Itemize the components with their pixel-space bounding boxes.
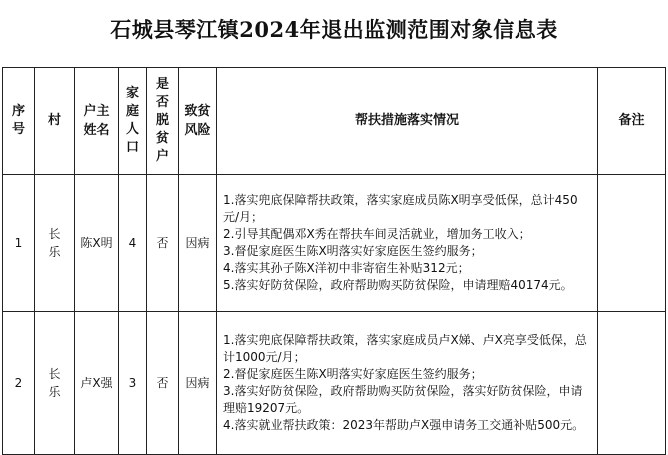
measure-item: 4.落实就业帮扶政策：2023年帮助卢X强申请务工交通补贴500元。 (223, 418, 585, 432)
measure-item: 2.督促家庭医生陈X明落实好家庭医生签约服务； (223, 367, 483, 381)
measure-item: 3.落实好防贫保险，政府帮助购买防贫保险，落实好防贫保险，申请理赔19207元。 (223, 384, 583, 415)
measure-item: 5.落实好防贫保险，政府帮助购买防贫保险，申请理赔40174元。 (223, 278, 573, 292)
measure-item: 2.引导其配偶邓X秀在帮扶车间灵活就业，增加务工收入； (223, 227, 531, 241)
header-remarks: 备注 (598, 68, 666, 175)
cell-village: 长乐 (35, 312, 75, 455)
cell-measures (217, 312, 598, 455)
measure-item: 1.落实兜底保障帮扶政策，落实家庭成员卢X娣、卢X亮享受低保，总计1000元/月； (223, 333, 587, 364)
table-row (3, 175, 666, 312)
header-index: 序号 (3, 68, 35, 175)
page-title: 石城县琴江镇2024年退出监测范围对象信息表 (110, 17, 558, 42)
header-lifted: 是否脱贫户 (147, 68, 179, 175)
cell-poverty-cause: 因病 (179, 312, 217, 455)
cell-householder: 陈X明 (75, 175, 119, 312)
header-poverty-cause: 致贫风险 (179, 68, 217, 175)
cell-remarks (598, 312, 666, 455)
cell-index: 2 (3, 312, 35, 455)
header-measures: 帮扶措施落实情况 (217, 68, 598, 175)
cell-family-size: 4 (119, 175, 147, 312)
cell-remarks (598, 175, 666, 312)
cell-householder: 卢X强 (75, 312, 119, 455)
measure-item: 3.督促家庭医生陈X明落实好家庭医生签约服务； (223, 244, 483, 258)
measure-item: 4.落实其孙子陈X洋初中非寄宿生补贴312元； (223, 261, 470, 275)
cell-lifted: 否 (147, 175, 179, 312)
header-row (3, 68, 666, 175)
cell-index: 1 (3, 175, 35, 312)
header-family-size: 家庭人口 (119, 68, 147, 175)
header-village: 村 (35, 68, 75, 175)
header-householder: 户主姓名 (75, 68, 119, 175)
cell-poverty-cause: 因病 (179, 175, 217, 312)
cell-measures (217, 175, 598, 312)
info-table (2, 67, 666, 455)
measure-item: 1.落实兜底保障帮扶政策，落实家庭成员陈X明享受低保，总计450元/月； (223, 193, 578, 224)
cell-lifted: 否 (147, 312, 179, 455)
cell-family-size: 3 (119, 312, 147, 455)
table-row (3, 312, 666, 455)
cell-village: 长乐 (35, 175, 75, 312)
